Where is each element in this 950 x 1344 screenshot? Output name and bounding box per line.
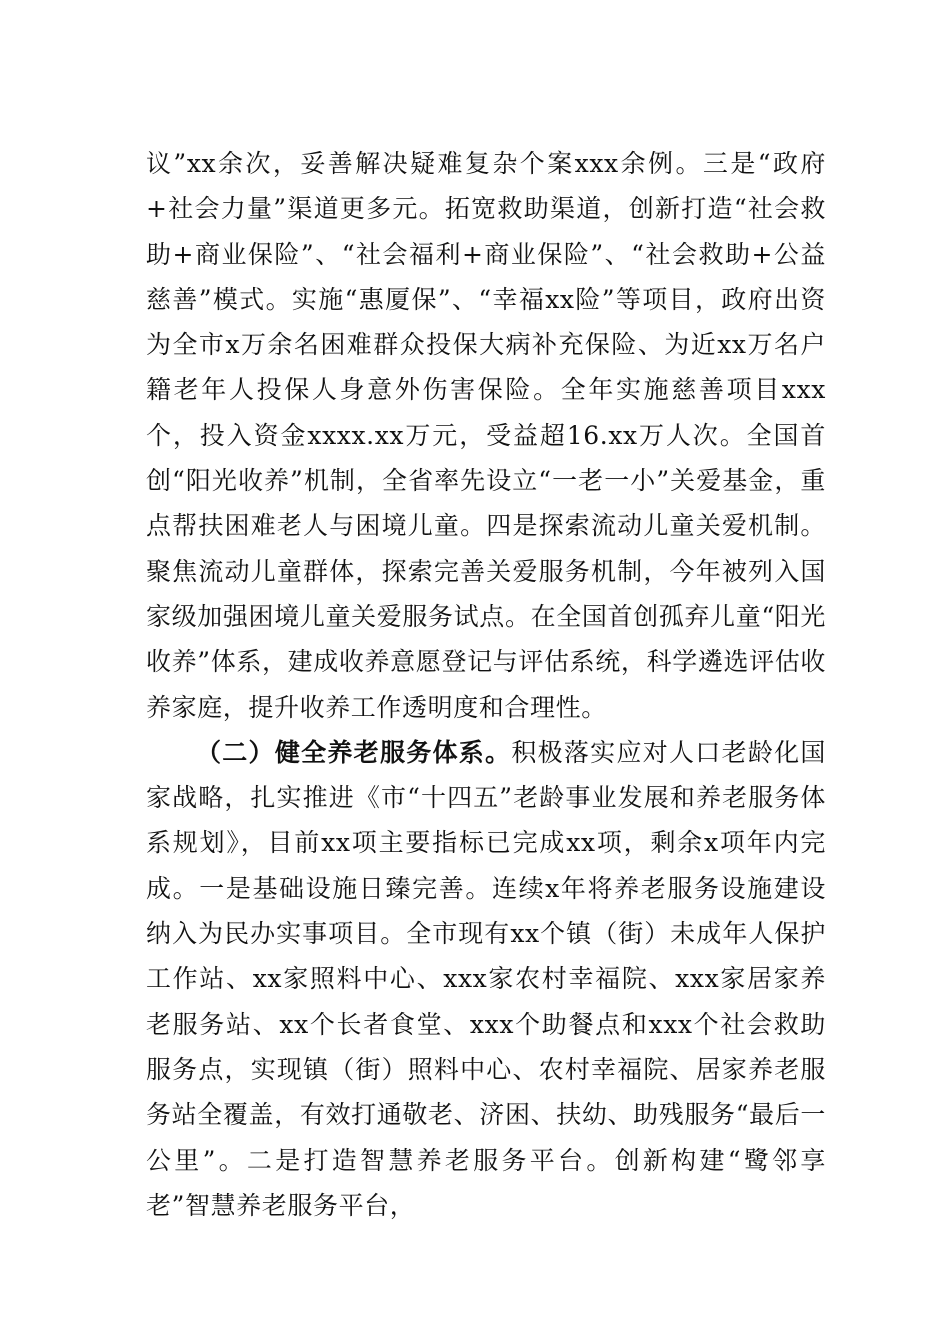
document-body — [146, 141, 826, 1228]
paragraph-text: 议”xx余次，妥善解决疑难复杂个案xxx余例。三是“政府+社会力量”渠道更多元。拓宽救助渠道，创新打造“社会救助+商业保险”、“社会福利+商业保险”、“社会救助+公益慈善”模式。实施“惠厦保”、“幸福xx险”等项目，政府出资为全市x万余名困难群众投保大病补充保险、为近xx万名户籍老年人投保人身意外伤害保险。全年实施慈善项目xxx个，投入资金xxxx.xx万元，受益超16.xx万人次。全国首创“阳光收养”机制，全省率先设立“一老一小”关爱基金，重点帮扶困难老人与困境儿童。四是探索流动儿童关爱机制。聚焦流动儿童群体，探索完善关爱服务机制，今年被列入国家级加强困境儿童关爱服务试点。在全国首创孤弃儿童“阳光收养”体系，建成收养意愿登记与评估系统，科学遴选评估收养家庭，提升收养工作透明度和合理性。 — [146, 149, 826, 722]
section-heading: （二）健全养老服务体系。 — [196, 737, 512, 767]
paragraph-elderly-care — [146, 730, 826, 1228]
paragraph-continued — [146, 141, 826, 730]
paragraph-text: 积极落实应对人口老龄化国家战略，扎实推进《市“十四五”老龄事业发展和养老服务体系规划》，目前xx项主要指标已完成xx项，剩余x项年内完成。一是基础设施日臻完善。连续x年将养老服务设施建设纳入为民办实事项目。全市现有xx个镇（街）未成年人保护工作站、xx家照料中心、xxx家农村幸福院、xxx家居家养老服务站、xx个长者食堂、xxx个助餐点和xxx个社会救助服务点，实现镇（街）照料中心、农村幸福院、居家养老服务站全覆盖，有效打通敬老、济困、扶幼、助残服务“最后一公里”。二是打造智慧养老服务平台。创新构建“鹭邻享老”智慧养老服务平台， — [146, 737, 827, 1220]
